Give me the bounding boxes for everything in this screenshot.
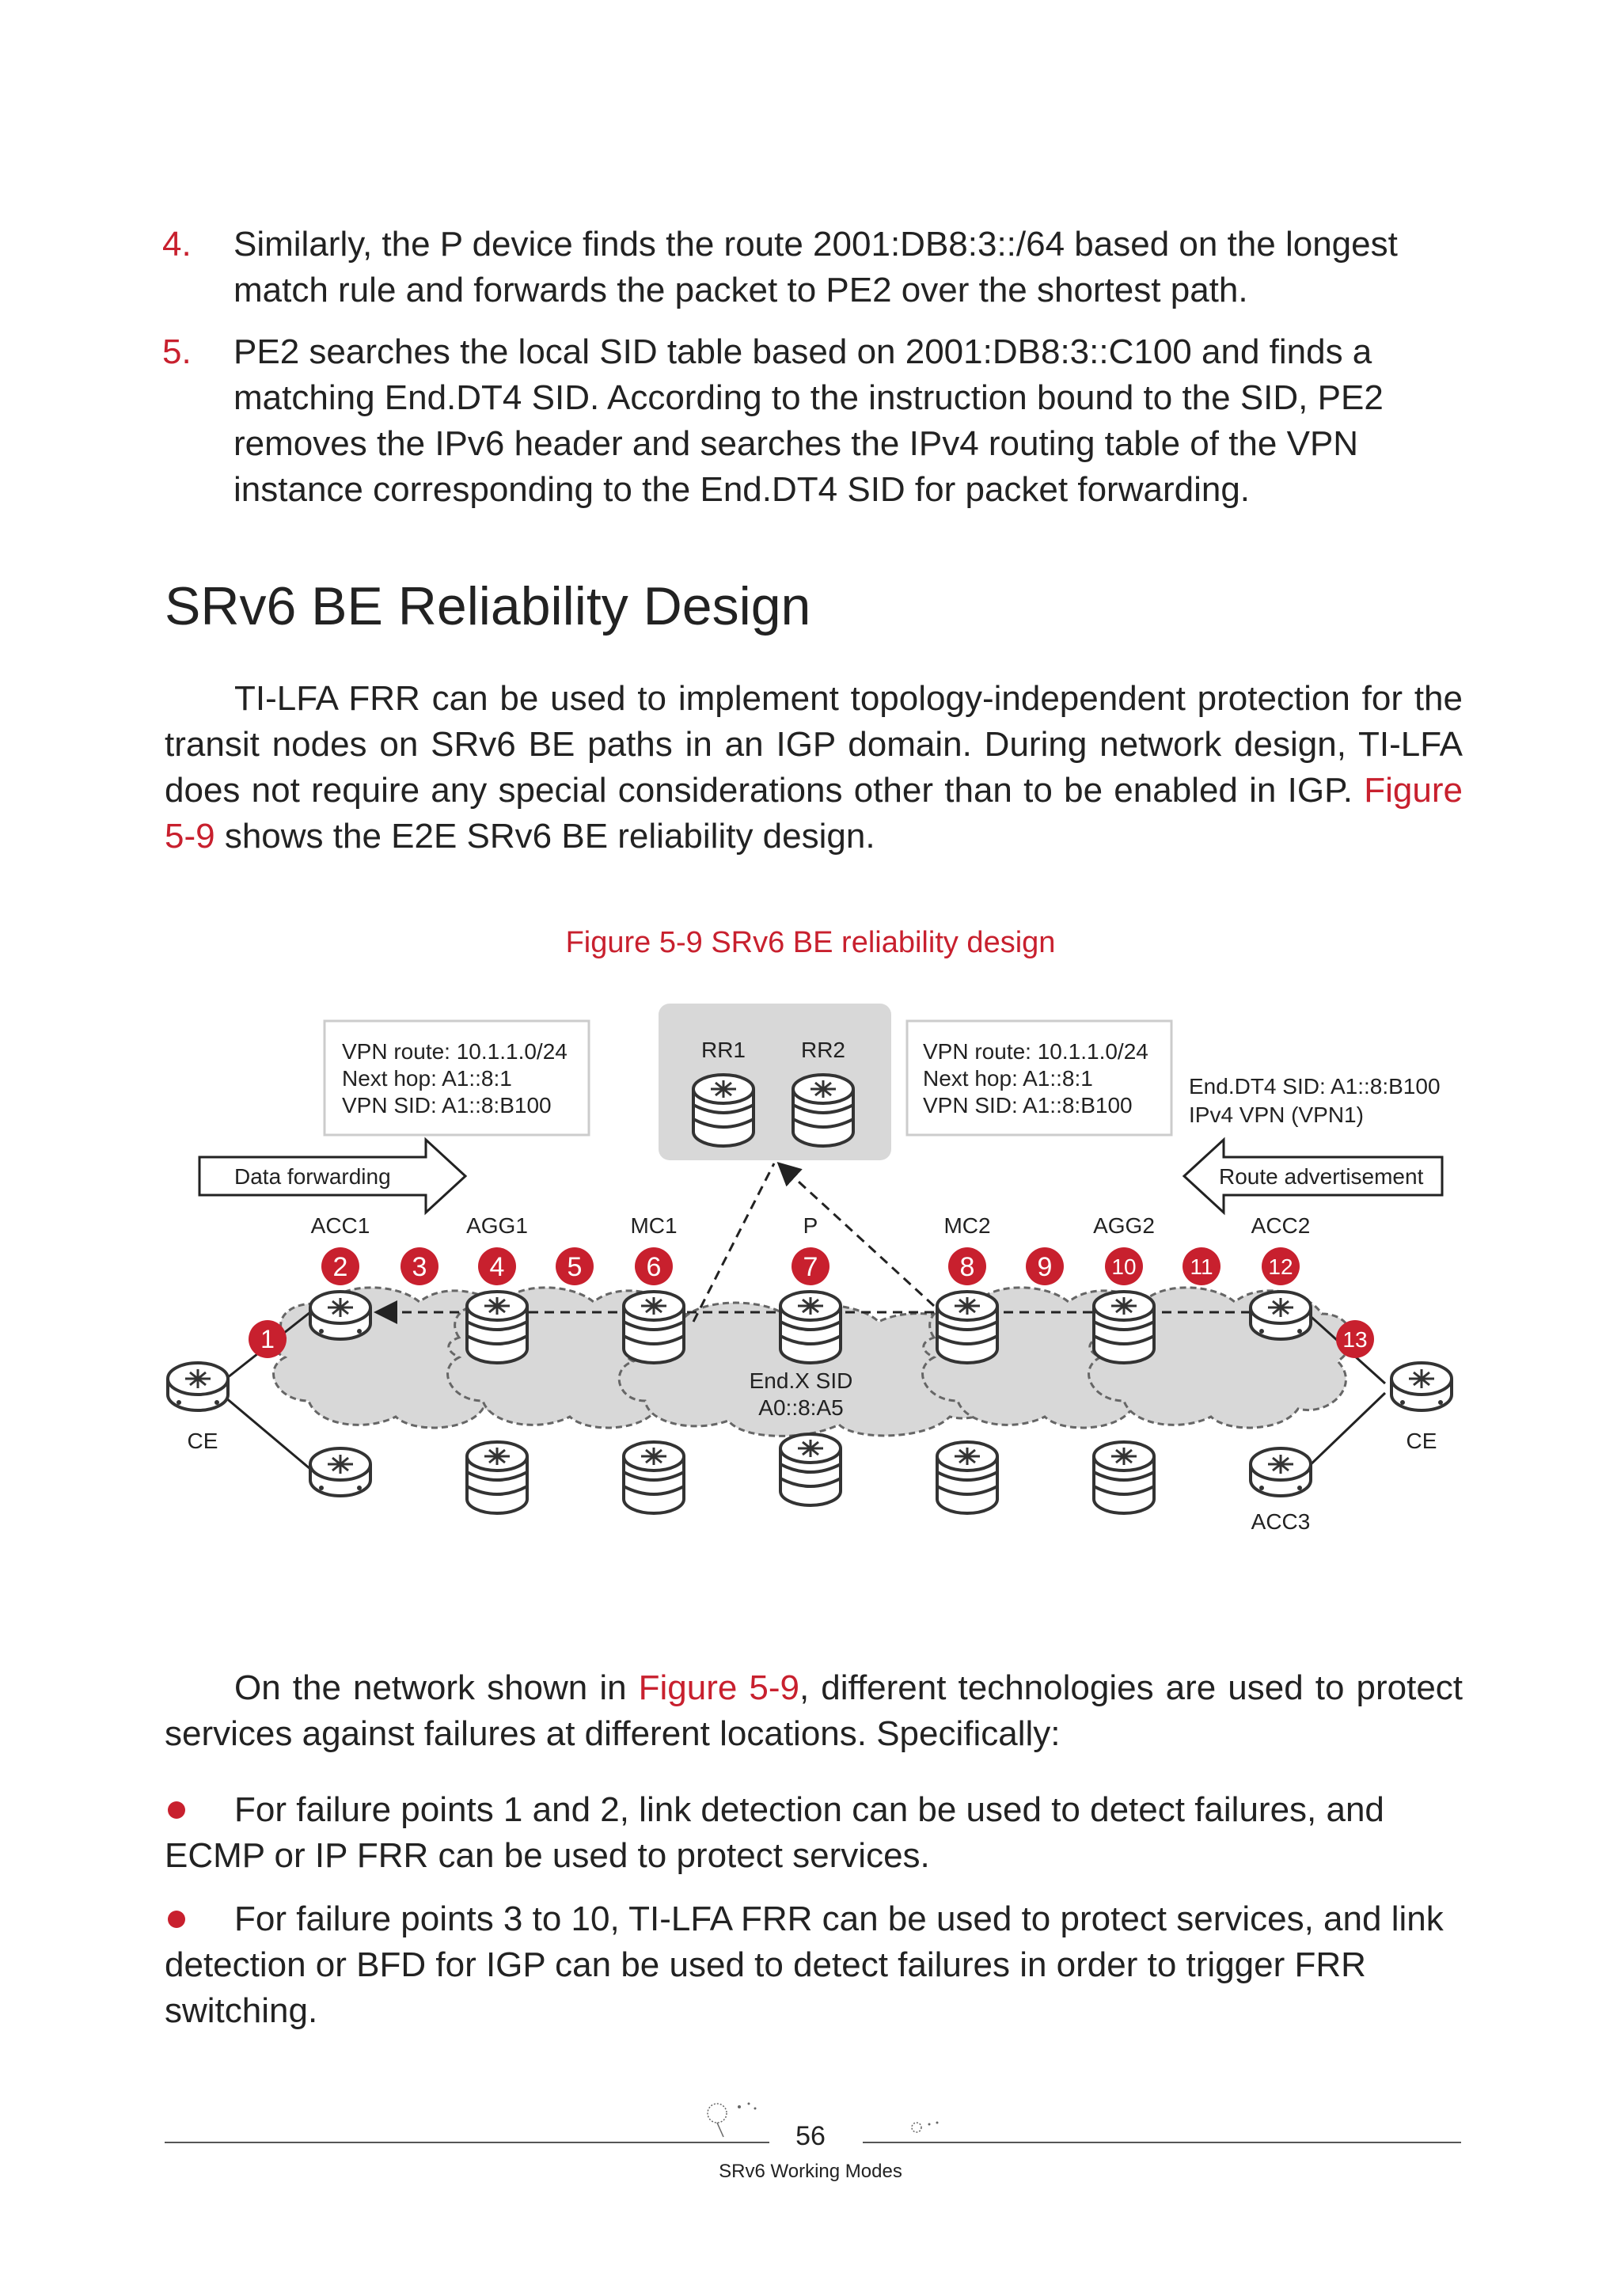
svg-text:5: 5 (567, 1252, 583, 1282)
bullet-dot (168, 1911, 185, 1928)
svg-text:11: 11 (1190, 1254, 1213, 1279)
svg-text:10: 10 (1111, 1254, 1137, 1279)
figure-link[interactable]: Figure 5-9 (165, 771, 1463, 856)
list-item-5 (162, 329, 1460, 513)
rr1-router-icon (693, 1075, 754, 1146)
failure-point-6 (635, 1247, 673, 1285)
mc2-router-icon (937, 1292, 997, 1363)
vpn-left-line2: Next hop: A1::8:1 (342, 1066, 512, 1091)
vpn-right-line1: VPN route: 10.1.1.0/24 (923, 1039, 1148, 1064)
footer-title: SRv6 Working Modes (719, 2161, 902, 2182)
intro-paragraph (165, 676, 1463, 860)
para2-after: , different technologies are used to protect services against failures at different locations. Specifically: (165, 1668, 1463, 1753)
svg-text:6: 6 (646, 1252, 662, 1282)
rr2-label: RR2 (800, 1038, 846, 1062)
vpn-left-line3: VPN SID: A1::8:B100 (342, 1093, 552, 1118)
p-bottom-router-icon (780, 1434, 841, 1505)
bullet-item-1 (165, 1787, 1463, 1879)
p-router-icon (780, 1292, 841, 1363)
failure-point-11 (1183, 1247, 1220, 1285)
failure-point-8 (948, 1247, 986, 1285)
svg-text:4: 4 (489, 1252, 505, 1282)
acc2-router-icon (1251, 1292, 1311, 1339)
endx-line1: End.X SID (749, 1368, 853, 1393)
list-number: 5. (162, 332, 192, 371)
network-paragraph (165, 1665, 1463, 1757)
agg1-router-icon (467, 1292, 527, 1363)
svg-text:2: 2 (332, 1252, 348, 1282)
failure-point-10 (1105, 1247, 1143, 1285)
list-item-4 (162, 222, 1460, 313)
node-label-acc1: ACC1 (310, 1213, 370, 1238)
vpn-left-line1: VPN route: 10.1.1.0/24 (342, 1039, 568, 1064)
list-text: Similarly, the P device finds the route 2001:DB8:3::/64 based on the longest match rule and forwards the packet to PE2 over the shortest path. (233, 225, 1398, 309)
node-label-mc1: MC1 (630, 1213, 678, 1238)
svg-text:3: 3 (412, 1252, 427, 1282)
agg2-bottom-router-icon (1094, 1442, 1154, 1513)
intro-text-after: shows the E2E SRv6 BE reliability design. (214, 817, 875, 856)
bullet-text: For failure points 3 to 10, TI-LFA FRR can be used to protect services, and link detection or BFD for IGP can be used to detect failures in order to trigger FRR switching. (165, 1899, 1444, 2030)
ce-left-label: CE (187, 1429, 218, 1453)
svg-text:8: 8 (959, 1252, 975, 1282)
figure-caption: Figure 5-9 SRv6 BE reliability design (565, 926, 1056, 959)
para2-before: On the network shown in (234, 1668, 639, 1707)
page-number: 56 (795, 2121, 826, 2151)
svg-text:13: 13 (1342, 1327, 1368, 1352)
rr2-router-icon (793, 1075, 853, 1146)
mc1-router-icon (624, 1292, 684, 1363)
acc-bottom-router-icon (310, 1448, 370, 1496)
failure-point-13 (1336, 1320, 1374, 1358)
node-label-agg1: AGG1 (466, 1213, 528, 1238)
data-forwarding-label: Data forwarding (234, 1164, 391, 1189)
list-number: 4. (162, 225, 192, 264)
mc2-bottom-router-icon (937, 1442, 997, 1513)
node-label-agg2: AGG2 (1093, 1213, 1155, 1238)
rr1-label: RR1 (700, 1038, 746, 1062)
network-diagram (0, 981, 1621, 1551)
bullet-text: For failure points 1 and 2, link detection can be used to detect failures, and ECMP or IP FRR can be used to protect services. (165, 1790, 1384, 1875)
acc3-label: ACC3 (1251, 1509, 1311, 1534)
bullet-item-2 (165, 1896, 1463, 2034)
failure-point-7 (792, 1247, 829, 1285)
node-label-mc2: MC2 (943, 1213, 991, 1238)
failure-point-5 (556, 1247, 594, 1285)
failure-point-4 (478, 1247, 516, 1285)
svg-text:9: 9 (1037, 1252, 1053, 1282)
acc1-router-icon (310, 1292, 370, 1339)
failure-point-12 (1262, 1247, 1300, 1285)
svg-text:12: 12 (1268, 1254, 1293, 1279)
list-text: PE2 searches the local SID table based on 2001:DB8:3::C100 and finds a matching End.DT4 SID. According to the instruction bound to the SID, PE2 removes the IPv6 header and searches the IPv4 routing table of the VPN instance corresponding to the End.DT4 SID for packet forwarding. (233, 332, 1384, 509)
failure-point-9 (1026, 1247, 1064, 1285)
svg-text:7: 7 (803, 1252, 818, 1282)
failure-point-1 (249, 1320, 287, 1358)
route-advertisement-label: Route advertisement (1219, 1164, 1424, 1189)
endx-line2: A0::8:A5 (758, 1395, 844, 1420)
advertise-path-left (693, 1163, 774, 1322)
figure-link[interactable]: Figure 5-9 (638, 1668, 799, 1707)
ce-left-router-icon (168, 1363, 228, 1410)
node-label-p: P (803, 1213, 818, 1238)
failure-point-2 (321, 1247, 359, 1285)
section-heading: SRv6 BE Reliability Design (165, 576, 811, 636)
failure-point-3 (401, 1247, 438, 1285)
end-dt4-line2: IPv4 VPN (VPN1) (1189, 1102, 1364, 1127)
ce-right-router-icon (1391, 1363, 1452, 1410)
agg-bottom-router-icon (467, 1442, 527, 1513)
vpn-right-line2: Next hop: A1::8:1 (923, 1066, 1093, 1091)
end-dt4-line1: End.DT4 SID: A1::8:B100 (1189, 1074, 1441, 1099)
bullet-dot (168, 1801, 185, 1819)
ce-right-label: CE (1406, 1429, 1437, 1453)
acc3-router-icon (1251, 1448, 1311, 1496)
intro-text: TI-LFA FRR can be used to implement topology-independent protection for the transit nodes on SRv6 BE paths in an IGP domain. During network design, TI-LFA does not require any special considerations other than to be enabled in IGP. (165, 679, 1463, 810)
agg2-router-icon (1094, 1292, 1154, 1363)
mc-bottom-router-icon (624, 1442, 684, 1513)
vpn-right-line3: VPN SID: A1::8:B100 (923, 1093, 1133, 1118)
node-label-acc2: ACC2 (1251, 1213, 1311, 1238)
svg-text:1: 1 (260, 1325, 275, 1353)
